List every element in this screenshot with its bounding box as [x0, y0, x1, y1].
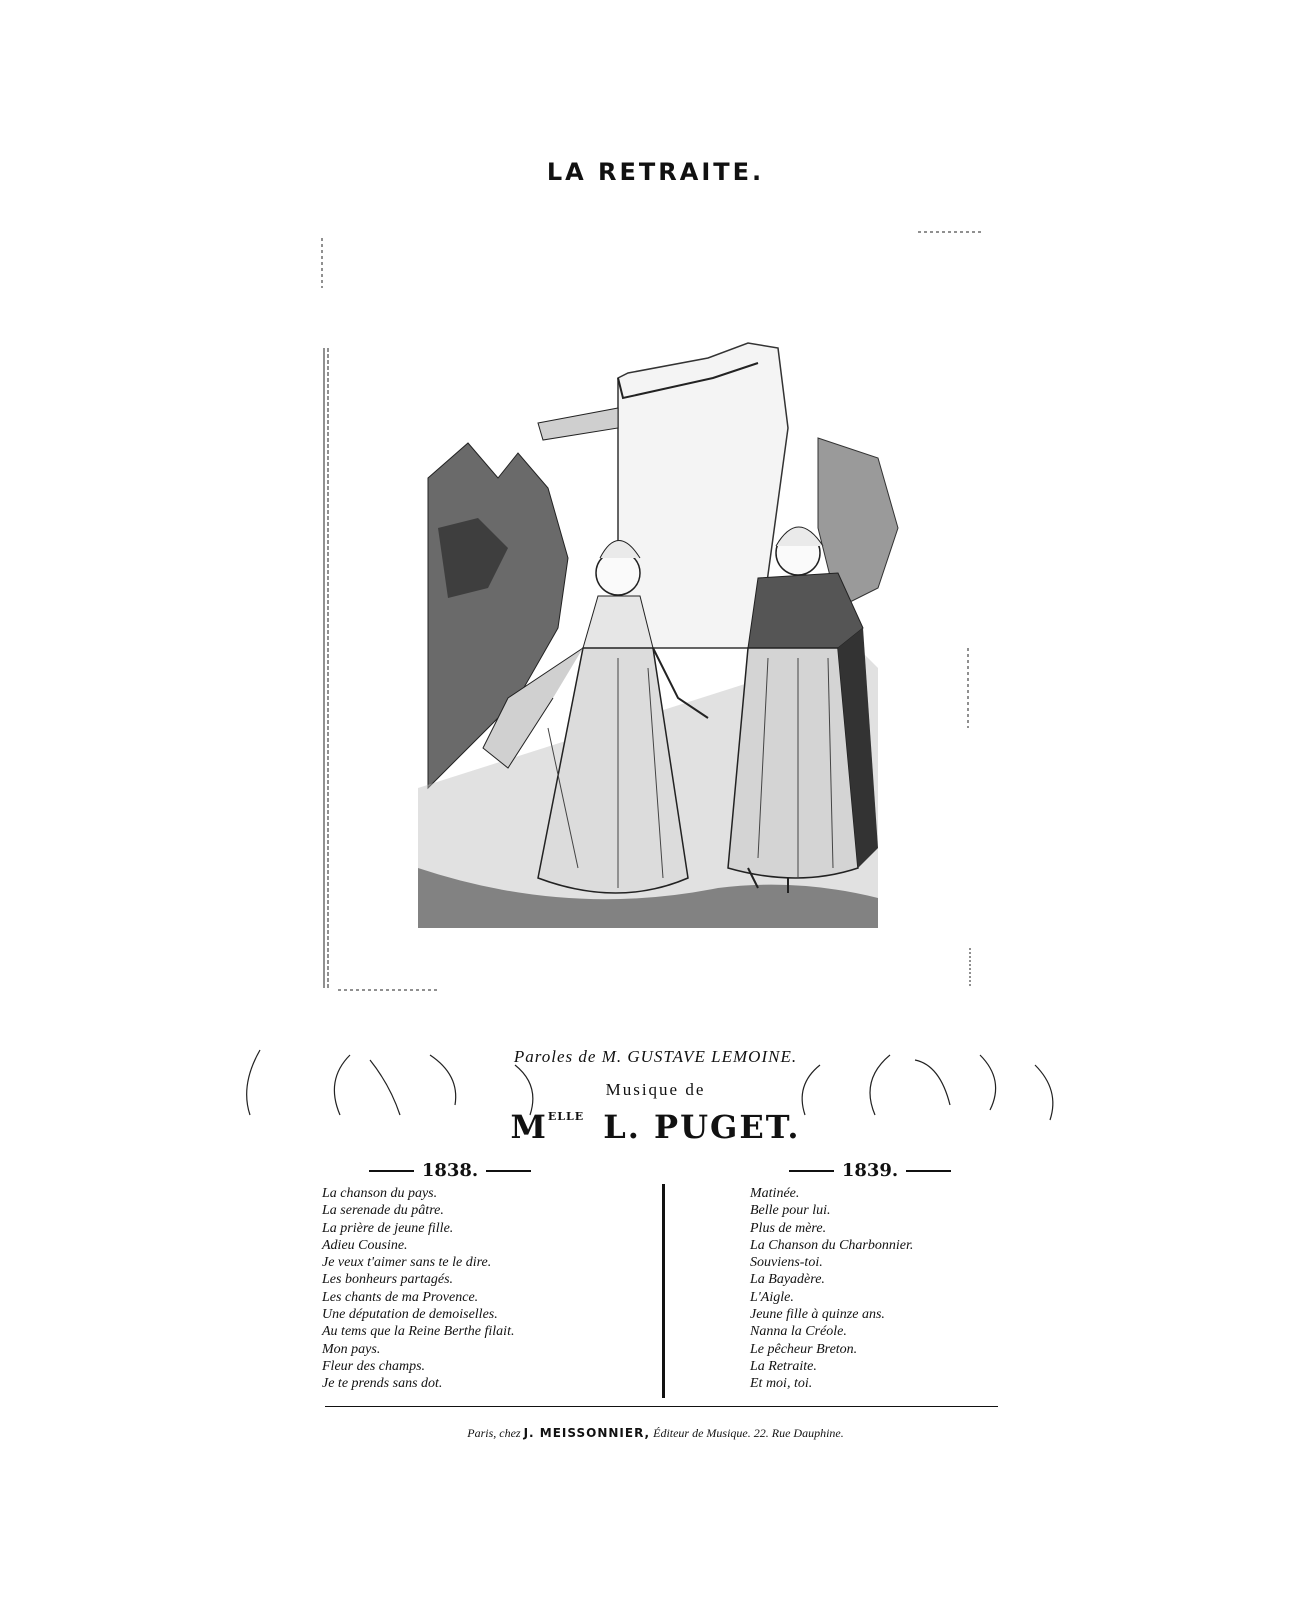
list-item: Une députation de demoiselles. — [322, 1307, 498, 1323]
list-item: Belle pour lui. — [750, 1203, 831, 1219]
list-item: Jeune fille à quinze ans. — [750, 1307, 885, 1323]
list-item: Et moi, toi. — [750, 1376, 813, 1392]
list-item: La Chanson du Charbonnier. — [750, 1237, 914, 1253]
footer-address: 22. Rue Dauphine. — [753, 1426, 844, 1440]
list-item: Matinée. — [750, 1186, 800, 1201]
list-item: Nanna la Créole. — [750, 1324, 847, 1340]
list-item: La prière de jeune fille. — [322, 1220, 454, 1236]
list-item: Adieu Cousine. — [322, 1237, 408, 1253]
lyrics-honorific: M. — [601, 1047, 623, 1066]
list-item: Je veux t'aimer sans te le dire. — [322, 1255, 492, 1271]
list-item: La Retraite. — [750, 1358, 817, 1374]
engraving-two-women-icon — [318, 228, 1000, 1008]
song-list-1839 — [750, 1185, 913, 1393]
publisher-footer — [0, 1426, 1311, 1441]
lyrics-credit — [0, 1047, 1311, 1067]
list-item: Les bonheurs partagés. — [322, 1272, 454, 1288]
list-item: La chanson du pays. — [322, 1186, 438, 1201]
composer-name: L. PUGET. — [603, 1108, 801, 1146]
list-item: Le pêcheur Breton. — [750, 1341, 858, 1357]
list-item: Plus de mère. — [750, 1220, 827, 1236]
list-item: Fleur des champs. — [322, 1358, 426, 1374]
list-item: Souviens-toi. — [750, 1255, 823, 1271]
composer-honorific: M — [510, 1108, 548, 1146]
column-divider — [662, 1184, 665, 1398]
list-item: La Bayadère. — [750, 1272, 825, 1288]
footer-city: Paris, chez — [467, 1426, 521, 1440]
list-item: Mon pays. — [322, 1341, 381, 1357]
list-item: Les chants de ma Provence. — [322, 1289, 479, 1305]
list-item: Au tems que la Reine Berthe filait. — [322, 1324, 515, 1340]
composer-credit — [0, 1108, 1311, 1146]
list-item: Je te prends sans dot. — [322, 1376, 443, 1392]
list-item: L'Aigle. — [750, 1289, 794, 1305]
music-label: Musique de — [605, 1080, 706, 1099]
footer-role: Éditeur de Musique. — [653, 1426, 751, 1440]
year-heading-1838: 1838. — [355, 1160, 545, 1181]
lyrics-prefix: Paroles de — [513, 1047, 597, 1066]
list-item: La serenade du pâtre. — [322, 1203, 444, 1219]
song-list-1838 — [322, 1185, 514, 1393]
page-title: LA RETRAITE. — [546, 158, 765, 186]
footer-publisher: J. MEISSONNIER, — [523, 1426, 651, 1440]
year-heading-1839: 1839. — [775, 1160, 965, 1181]
composer-honorific-sup: ELLE — [547, 1110, 585, 1123]
lyrics-author: GUSTAVE LEMOINE. — [627, 1047, 798, 1066]
bottom-rule — [325, 1406, 998, 1407]
